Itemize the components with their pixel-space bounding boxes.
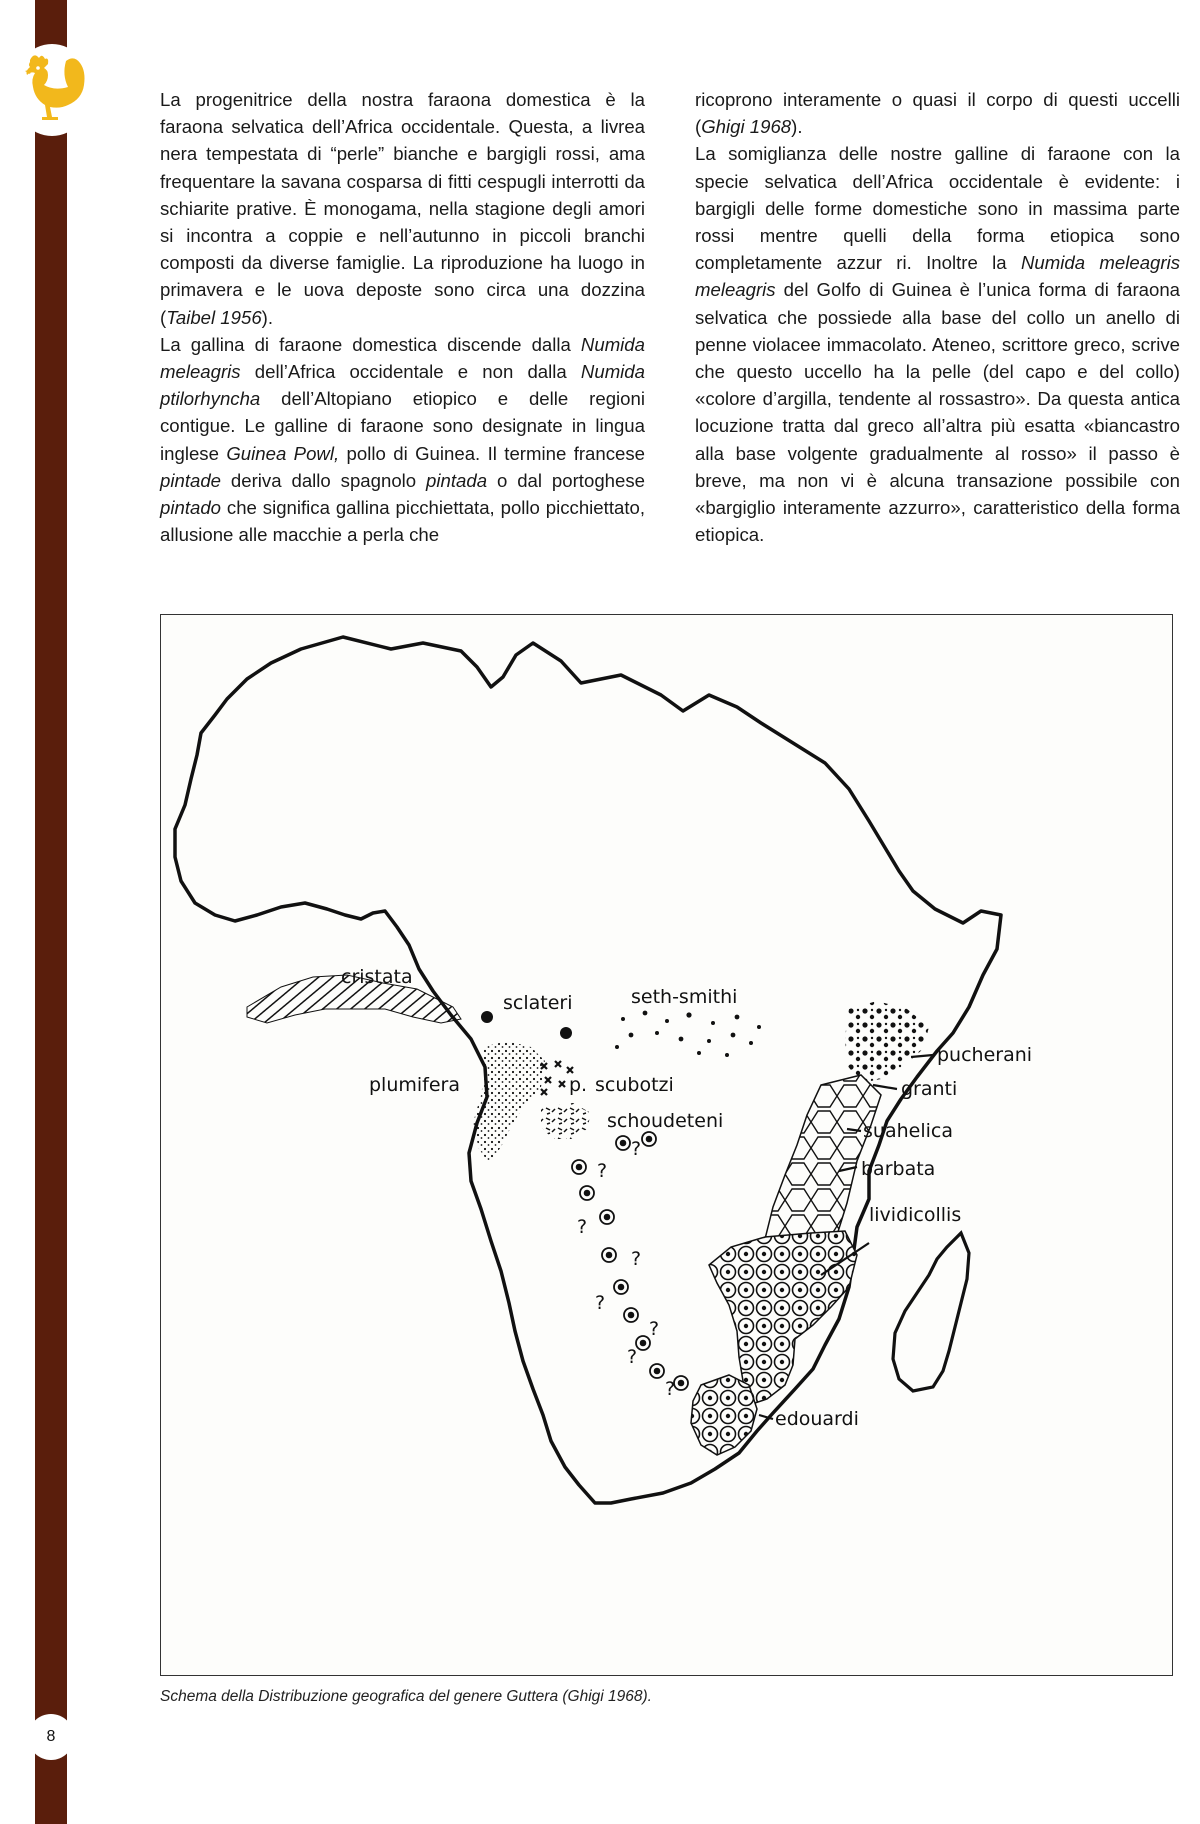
text-run: La somiglianza delle nostre galline di faraone con la specie selvatica dell’Africa occidentale è evidente: i bargigli delle forme domestiche sono in massima parte rossi mentre quelli della forma etiopica sono completamente azzur ri. Inoltre la [695, 143, 1180, 274]
label-suahelica: suahelica [863, 1120, 953, 1142]
label-schubotzi: scubotzi [595, 1074, 674, 1096]
italic-run: pintada [426, 469, 488, 491]
text-run: La gallina di faraone domestica discende dalla [160, 333, 581, 355]
italic-run: pintade [160, 469, 222, 491]
side-bar [35, 0, 67, 1824]
text-run: ). [261, 306, 274, 328]
italic-run: Guinea Powl, [226, 442, 340, 464]
paragraph [160, 331, 645, 549]
italic-run: Ghigi 1968 [701, 116, 792, 138]
question-mark: ? [665, 1378, 676, 1400]
text-run: dell’Africa occidentale e non dalla [240, 361, 581, 383]
text-run: La progenitrice della nostra faraona domestica è la faraona selvatica dell’Africa occidentale. Questa, a livrea nera tempestata di “perle” bianche e bargigli rossi, ama frequentare la savana cosparsa di fitti cespugli interrotti da schiarite prative. È monogama, nella stagione degli amori si incontra a coppie e nell’autunno in piccoli branchi composti da diverse famiglie. La riproduzione ha luogo in primavera e le uova deposte sono circa una dozzina ( [160, 89, 645, 328]
sclateri-marker-inland [560, 1027, 572, 1039]
italic-run: Taibel 1956 [166, 306, 262, 328]
text-column-right [695, 86, 1180, 548]
label-seth-smithi: seth-smithi [631, 986, 738, 1008]
label-sclateri: sclateri [503, 992, 573, 1014]
text-run: ). [791, 116, 803, 138]
text-run: o dal portoghese [487, 469, 645, 491]
italic-run: Numida meleagris [160, 333, 645, 383]
text-column-left [160, 86, 645, 548]
question-mark: ? [577, 1216, 588, 1238]
label-lividicollis: lividicollis [869, 1204, 962, 1226]
label-cristata: cristata [341, 966, 413, 988]
text-run: che significa gallina picchiettata, pollo picchiettato, allusione alle macchie a perla che [160, 497, 645, 546]
italic-run: pintado [160, 497, 222, 519]
label-edouardi: edouardi [775, 1408, 859, 1430]
paragraph [695, 86, 1180, 140]
paragraph [695, 140, 1180, 548]
text-run: deriva dallo spagnolo [221, 469, 427, 491]
question-mark: ? [649, 1318, 660, 1340]
label-schoudeteni: schoudeteni [607, 1110, 724, 1132]
text-run: dell’Altopiano etiopico e delle regioni contigue. Le galline di faraone sono designate in lingua inglese [160, 388, 645, 464]
label-barbata: barbata [861, 1158, 936, 1180]
madagascar-outline [893, 1233, 969, 1391]
figure-caption: Schema della Distribuzione geografica del genere Guttera (Ghigi 1968). [160, 1688, 652, 1705]
question-mark: ? [631, 1138, 642, 1160]
label-pucherani: pucherani [937, 1044, 1033, 1066]
paragraph [160, 86, 645, 331]
text-run: ricoprono interamente o quasi il corpo di questi uccelli ( [695, 89, 1180, 138]
page-number: 8 [28, 1714, 74, 1760]
question-mark: ? [631, 1248, 642, 1270]
rooster-icon [16, 50, 88, 130]
distribution-map [160, 614, 1173, 1676]
label-plumifera: plumifera [369, 1074, 461, 1096]
italic-run: Numida ptilorhyncha [160, 361, 645, 410]
question-mark: ? [595, 1292, 606, 1314]
question-mark: ? [627, 1346, 638, 1368]
label-p: p. [569, 1074, 588, 1096]
sclateri-marker [481, 1011, 493, 1023]
label-granti: granti [901, 1078, 958, 1100]
question-mark: ? [597, 1160, 608, 1182]
italic-run: Numida meleagris meleagris [695, 252, 1181, 301]
text-run: del Golfo di Guinea è l’unica forma di faraona selvatica che possiede alla base del collo un anello di penne violacee immacolato. Ateneo, scrittore greco, scrive che questo uccello ha la pelle (del capo e del collo) «colore d’argilla, tendente al rossastro». Da questa antica locuzione tratta dal greco all’altra più esatta «biancastro alla base volgente gradualmente al rosso» il passo è breve, ma non vi è alcuna transazione possibile con «bargiglio interamente azzurro», caratteristico della forma etiopica. [695, 279, 1180, 546]
logo-badge [12, 44, 92, 136]
text-run: pollo di Guinea. Il termine francese [339, 442, 646, 464]
